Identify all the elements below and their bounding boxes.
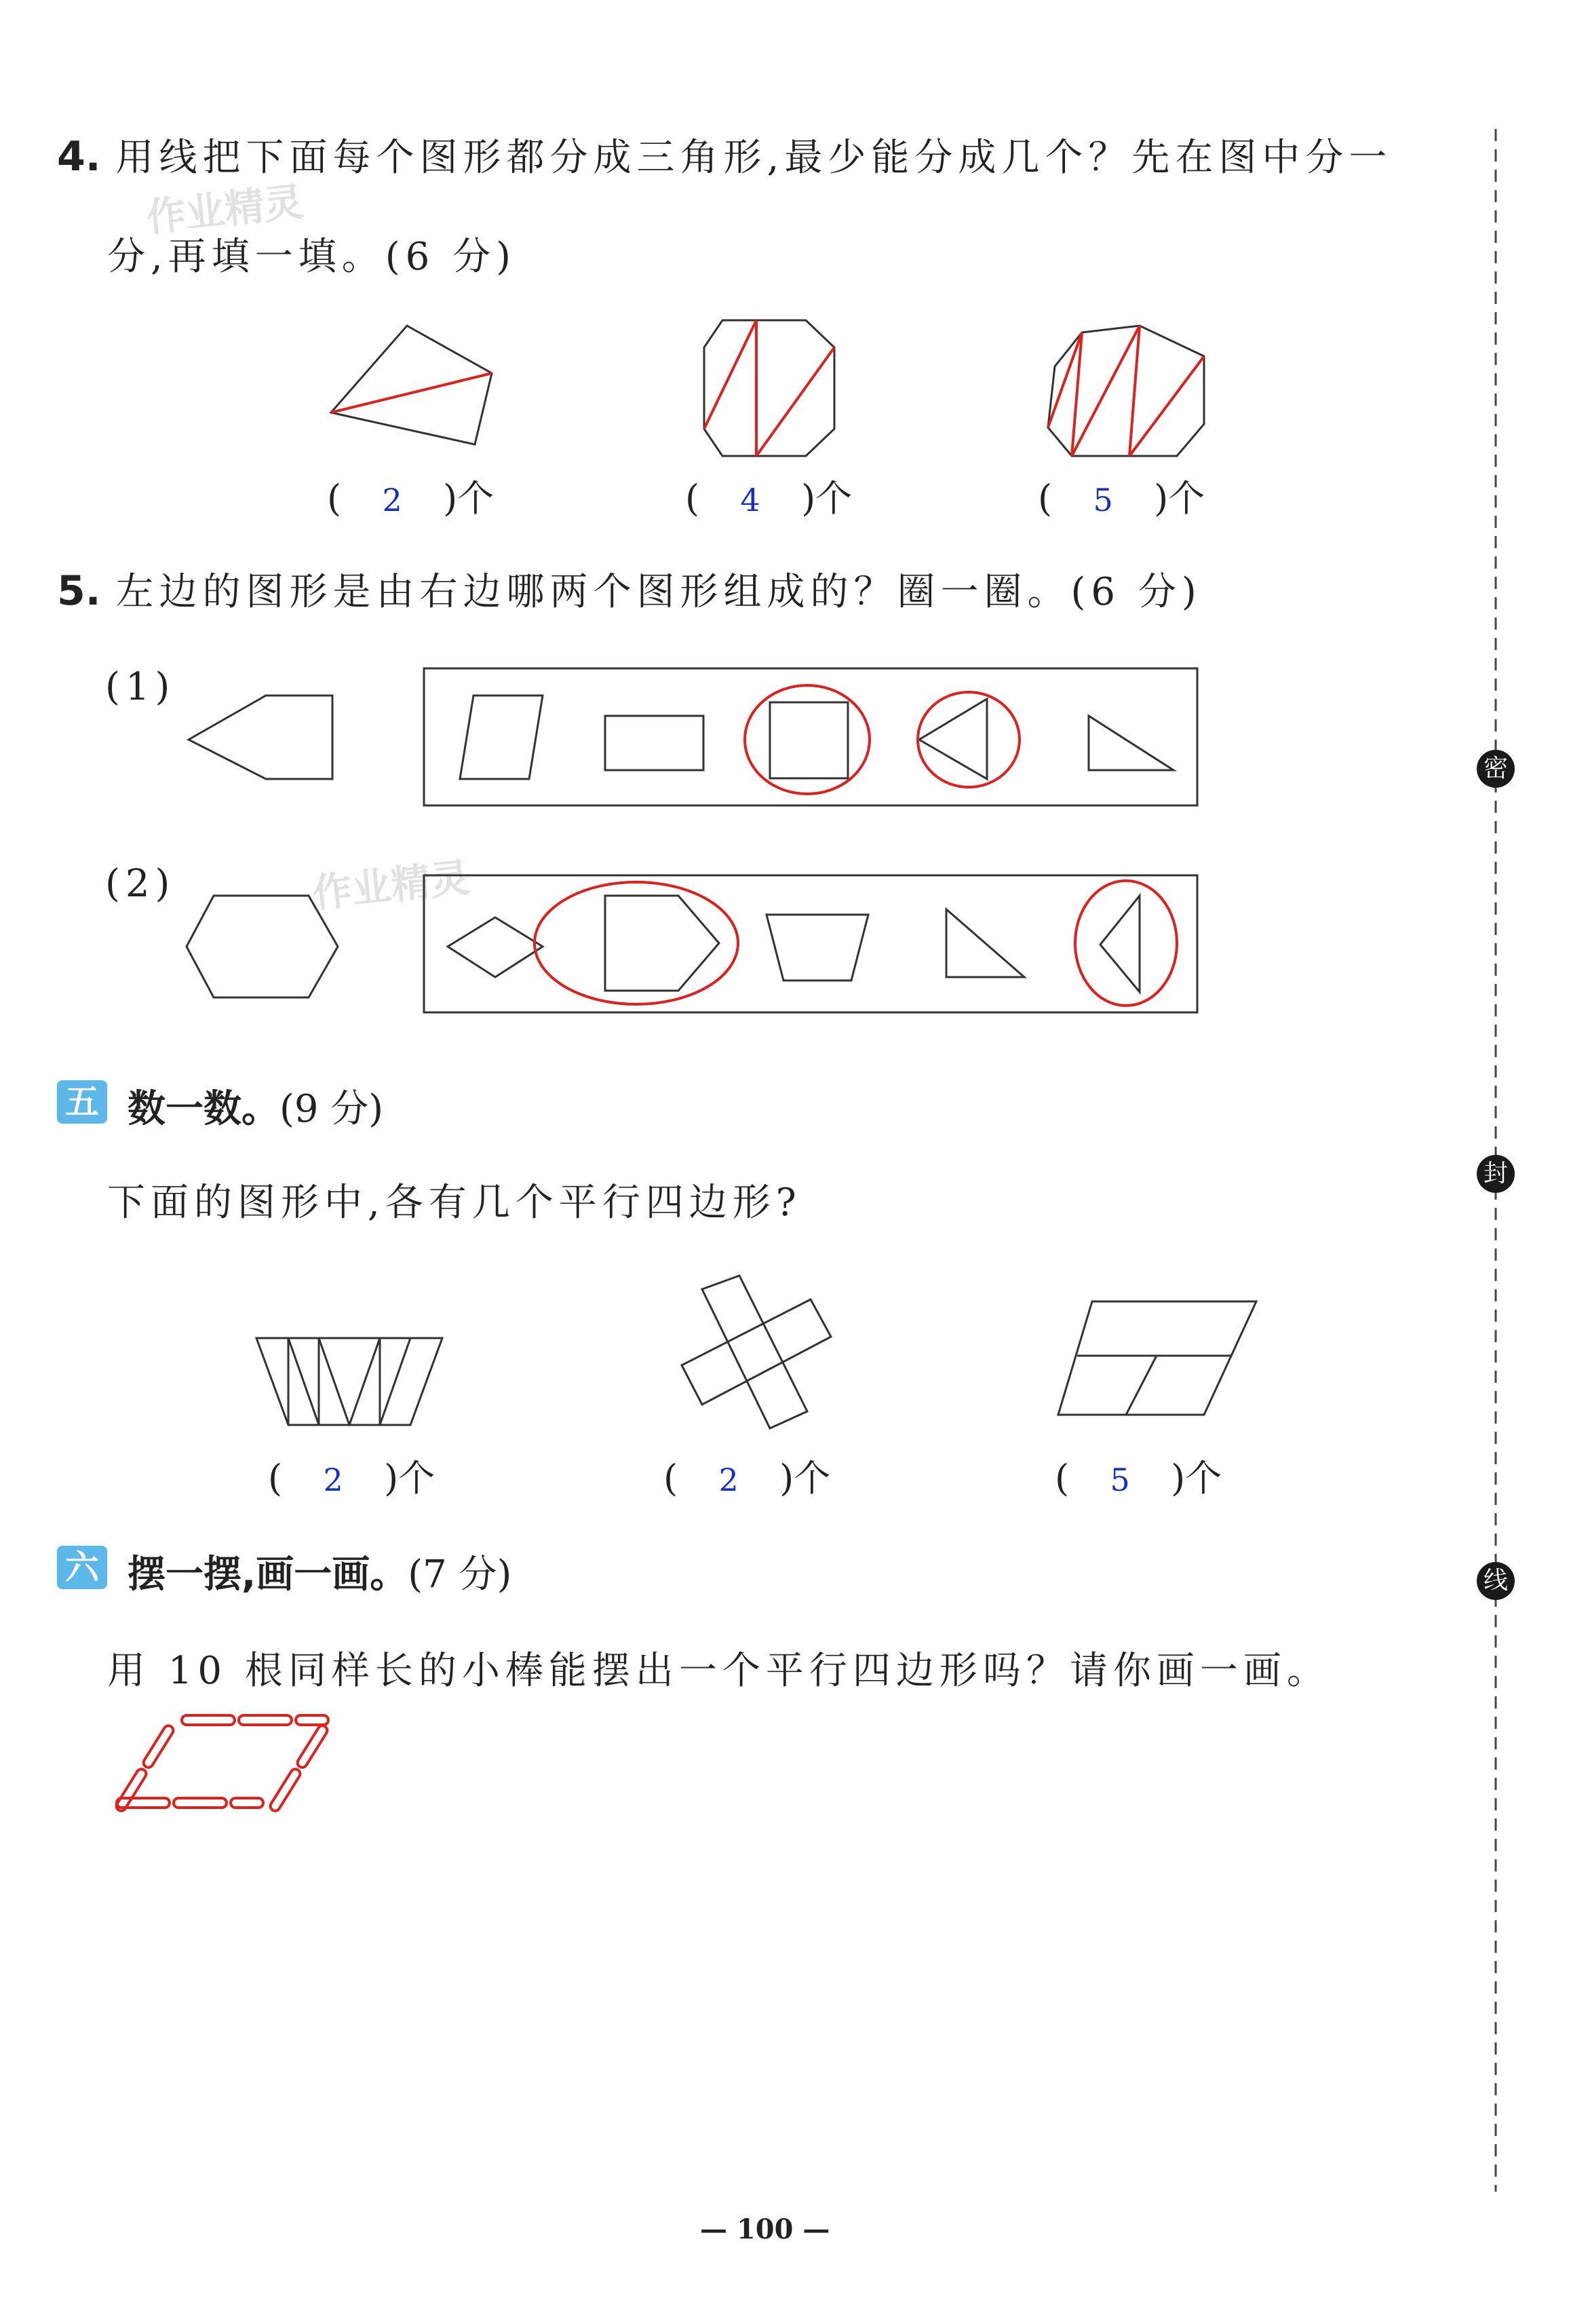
section-title: 摆一摆,画一画。(7 分) [128, 1552, 512, 1597]
answer-blank-2[interactable]: ( 4 )个 [685, 477, 853, 520]
section-prompt: 用 10 根同样长的小棒能摆出一个平行四边形吗？请你画一画。 [107, 1649, 1330, 1693]
answer-value: 4 [740, 482, 760, 518]
question-number: 5. [57, 567, 101, 615]
question-text: 用线把下面每个图形都分成三角形,最少能分成几个？先在图中分一 [115, 136, 1393, 180]
margin-mark: 封 [1477, 1155, 1515, 1193]
margin-mark: 密 [1477, 750, 1515, 788]
answer-blank-3[interactable]: ( 5 )个 [1038, 477, 1205, 520]
watermark: 作业精灵 [144, 178, 306, 241]
section-title: 数一数。(9 分) [128, 1087, 384, 1131]
question-text: 左边的图形是由右边哪两个图形组成的？圈一圈。(6 分) [115, 570, 1202, 614]
question-number: 4. [57, 133, 101, 180]
page-number: — 100 — [700, 2213, 830, 2245]
section-badge: 六 [57, 1546, 107, 1589]
section-prompt: 下面的图形中,各有几个平行四边形? [107, 1181, 802, 1225]
watermark: 作业精灵 [310, 854, 472, 917]
answer-value: 2 [718, 1462, 739, 1498]
margin-mark: 线 [1477, 1562, 1515, 1600]
count-blank-2[interactable]: ( 2 )个 [663, 1457, 831, 1500]
sub-question-2-label: (2) [105, 862, 176, 906]
question-4-line-2: 分,再填一填。(6 分) [107, 235, 516, 279]
answer-value: 5 [1110, 1462, 1130, 1498]
answer-value: 5 [1093, 482, 1113, 518]
section-badge: 五 [57, 1080, 107, 1124]
count-blank-1[interactable]: ( 2 )个 [268, 1457, 435, 1500]
answer-blank-1[interactable]: ( 2 )个 [327, 477, 495, 520]
answer-value: 2 [323, 1462, 343, 1498]
sub-question-1-label: (1) [105, 665, 176, 709]
count-blank-3[interactable]: ( 5 )个 [1055, 1457, 1222, 1500]
answer-value: 2 [382, 482, 402, 518]
